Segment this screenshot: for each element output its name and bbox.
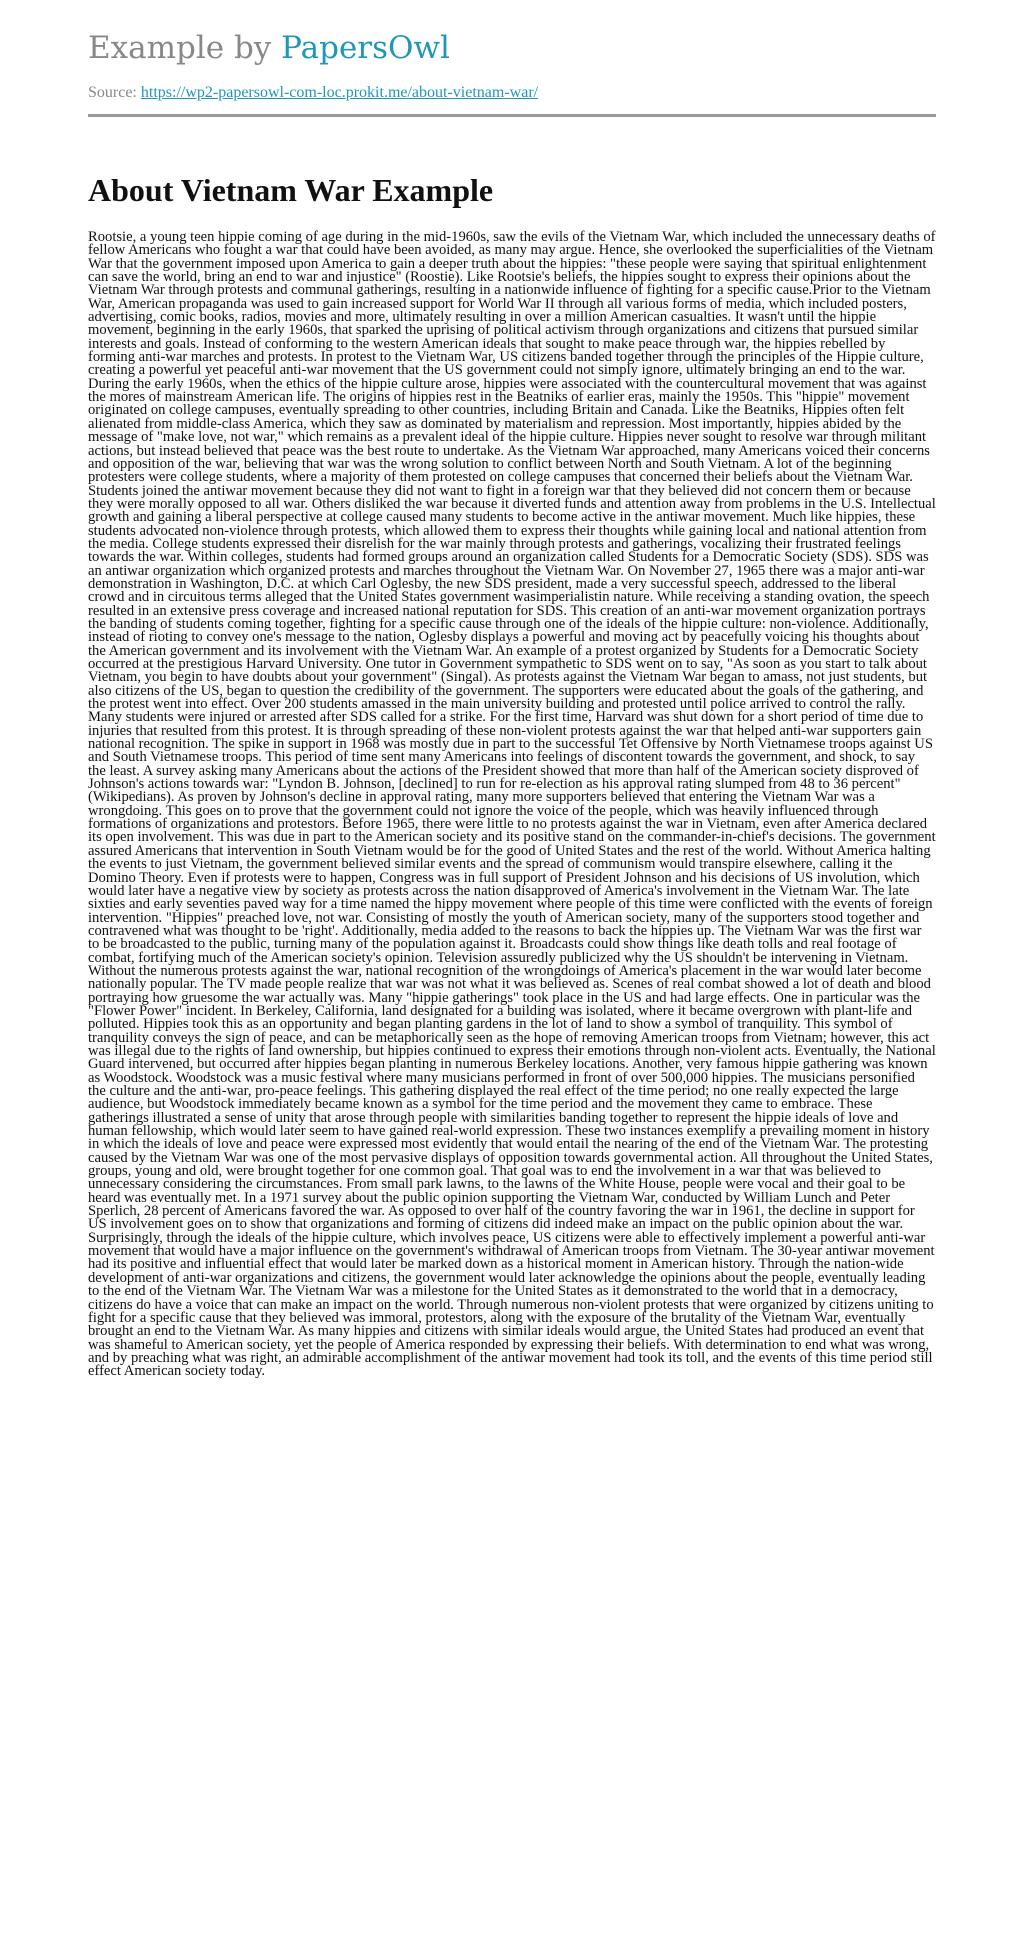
brand-prefix: Example by xyxy=(88,30,272,66)
header-divider xyxy=(88,114,936,117)
article-body: Rootsie, a young teen hippie coming of age during in the mid-1960s, saw the evils of the Vietnam War, which included the unnecessary deaths of fellow Americans who fought a war that could have been avoided, as many may argue. Hence, she overlooked the superficialities of the Vietnam War that the government imposed upon America to gain a deeper truth about the hippies: "these people were saying that spiritual enlightenment can save the world, bring an end to war and injustice" (Roostie). Like Rootsie's beliefs, the hippies sought to express their opinions about the Vietnam War through protests and communal gatherings, resulting in a nationwide influence of fighting for a specific cause.Prior to the Vietnam War, American propaganda was used to gain increased support for World War II through all various forms of media, which included posters, advertising, comic books, radios, movies and more, ultimately resulting in over a million American casualties. It wasn't until the hippie movement, beginning in the early 1960s, that sparked the uprising of political activism through organizations and citizens that pursued similar interests and goals. Instead of conforming to the western American ideals that sought to make peace through war, the hippies rebelled by forming anti-war marches and protests. In protest to the Vietnam War, US citizens banded together through the principles of the Hippie culture, creating a powerful yet peaceful anti-war movement that the US government could not simply ignore, ultimately bringing an end to the war. During the early 1960s, when the ethics of the hippie culture arose, hippies were associated with the countercultural movement that was against the mores of mainstream American life. The origins of hippies rest in the Beatniks of earlier eras, mainly the 1950s. This "hippie" movement originated on college campuses, eventually spreading to other countries, including Britain and Canada. Like the Beatniks, Hippies often felt alienated from middle-class America, which they saw as dominated by materialism and repression. Most importantly, hippies abided by the message of "make love, not war," which remains as a prevalent ideal of the hippie culture. Hippies never sought to resolve war through militant actions, but instead believed that peace was the best route to undertake. As the Vietnam War approached, many Americans voiced their concerns and opposition of the war, believing that war was the wrong solution to conflict between North and South Vietnam. A lot of the beginning protesters were college students, where a majority of them protested on college campuses that concerned their beliefs about the Vietnam War. Students joined the antiwar movement because they did not want to fight in a foreign war that they believed did not concern them or because they were morally opposed to all war. Others disliked the war because it diverted funds and attention away from problems in the U.S. Intellectual growth and gaining a liberal perspective at college caused many students to become active in the antiwar movement. Much like hippies, these students advocated non-violence through protests, which allowed them to express their thoughts while gaining local and national attention from the media. College students expressed their disrelish for the war mainly through protests and gatherings, vocalizing their frustrated feelings towards the war. Within colleges, students had formed groups around an organization called Students for a Democratic Society (SDS). SDS was an antiwar organization which organized protests and marches throughout the Vietnam War. On November 27, 1965 there was a major anti-war demonstration in Washington, D.C. at which Carl Oglesby, the new SDS president, made a very successful speech, addressed to the liberal crowd and in circuitous terms alleged that the United States government wasimperialistin nature. While receiving a standing ovation, the speech resulted in an extensive press coverage and increased national reputation for SDS. This creation of an anti-war movement organization portrays the banding of students coming together, fighting for a specific cause through one of the ideals of the hippie culture: non-violence. Additionally, instead of rioting to convey one's message to the nation, Oglesby displays a powerful and moving act by peacefully voicing his thoughts about the American government and its involvement with the Vietnam War. An example of a protest organized by Students for a Democratic Society occurred at the prestigious Harvard University. One tutor in Government sympathetic to SDS went on to say, "As soon as you start to talk about Vietnam, you begin to have doubts about your government" (Singal). As protests against the Vietnam War began to amass, not just students, but also citizens of the US, began to question the credibility of the government. The supporters were educated about the goals of the gathering, and the protest went into effect. Over 200 students amassed in the main university building and protested until police arrived to control the rally. Many students were injured or arrested after SDS called for a strike. For the first time, Harvard was shut down for a short period of time due to injuries that resulted from this protest. It is through spreading of these non-violent protests against the war that helped anti-war supporters gain national recognition. The spike in support in 1968 was mostly due in part to the successful Tet Offensive by North Vietnamese troops against US and South Vietnamese troops. This period of time sent many Americans into feelings of discontent towards the government, and shock, to say the least. A survey asking many Americans about the actions of the President showed that more than half of the American society disproved of Johnson's actions towards war: "Lyndon B. Johnson, [declined] to run for re-election as his approval rating slumped from 48 to 36 percent" (Wikipedians). As proven by Johnson's decline in approval rating, many more supporters believed that entering the Vietnam War was a wrongdoing. This goes on to prove that the government could not ignore the voice of the people, which was heavily influenced through formations of organizations and protestors. Before 1965, there were little to no protests against the war in Vietnam, even after America declared its open involvement. This was due in part to the American society and its positive stand on the commander-in-chief's decisions. The government assured Americans that intervention in South Vietnam would be for the good of United States and the rest of the world. Without America halting the events to just Vietnam, the government believed similar events and the spread of communism would transpire elsewhere, calling it the Domino Theory. Even if protests were to happen, Congress was in full support of President Johnson and his decisions of US involution, which would later have a negative view by society as protests across the nation disapproved of America's involvement in the Vietnam War. The late sixties and early seventies paved way for a time named the hippy movement where people of this time were conflicted with the events of foreign intervention. "Hippies" preached love, not war. Consisting of mostly the youth of American society, many of the supporters stood together and contravened what was thought to be 'right'. Additionally, media added to the reasons to back the hippies up. The Vietnam War was the first war to be broadcasted to the public, turning many of the population against it. Broadcasts could show things like death tolls and real footage of combat, fortifying much of the American society's opinion. Television assuredly publicized why the US shouldn't be intervening in Vietnam. Without the numerous protests against the war, national recognition of the wrongdoings of America's placement in the war would later become nationally popular. The TV made people realize that war was not what it was believed as. Scenes of real combat showed a lot of death and blood portraying how gruesome the war actually was. Many "hippie gatherings" took place in the US and had large effects. One in particular was the "Flower Power" incident. In Berkeley, California, land designated for a building was isolated, where it became overgrown with plant-life and polluted. Hippies took this as an opportunity and began planting gardens in the lot of land to show a symbol of tranquility. This symbol of tranquility conveys the sign of peace, and can be metaphorically seen as the hope of removing American troops from Vietnam; however, this act was illegal due to the rights of land ownership, but hippies continued to express their emotions through non-violent acts. Eventually, the National Guard intervened, but occurred after hippies began planting in numerous Berkeley locations. Another, very famous hippie gathering was known as Woodstock. Woodstock was a music festival where many musicians performed in front of over 500,000 hippies. The musicians personified the culture and the anti-war, pro-peace feelings. This gathering displayed the real effect of the time period; no one really expected the large audience, but Woodstock immediately became known as a symbol for the time period and the movement they came to embrace. These gatherings illustrated a sense of unity that arose through people with similarities banding together to represent the hippie ideals of love and human fellowship, which would later seem to have gained real-world expression. These two instances exemplify a prevailing moment in history in which the ideals of love and peace were expressed most evidently that would entail the nearing of the end of the Vietnam War. The protesting caused by the Vietnam War was one of the most pervasive displays of opposition towards governmental action. All throughout the United States, groups, young and old, were brought together for one common goal. That goal was to end the involvement in a war that was believed to unnecessary considering the circumstances. From small park lawns, to the lawns of the White House, people were vocal and their goal to be heard was eventually met. In a 1971 survey about the public opinion supporting the Vietnam War, conducted by William Lunch and Peter Sperlich, 28 percent of Americans favored the war. As opposed to over half of the country favoring the war in 1961, the decline in support for US involvement goes on to show that organizations and forming of citizens did indeed make an impact on the public opinion about the war. Surprisingly, through the ideals of the hippie culture, which involves peace, US citizens were able to effectively implement a powerful anti-war movement that would have a major influence on the government's withdrawal of American troops from Vietnam. The 30-year antiwar movement had its positive and influential effect that would later be marked down as a historical moment in American history. Through the nation-wide development of anti-war organizations and citizens, the government would later acknowledge the opinions about the people, eventually leading to the end of the Vietnam War. The Vietnam War was a milestone for the United States as it demonstrated to the world that in a democracy, citizens do have a voice that can make an impact on the world. Through numerous non-violent protests that were organized by citizens uniting to fight for a specific cause that they believed was immoral, protestors, along with the exposure of the brutality of the Vietnam War, eventually brought an end to the Vietnam War. As many hippies and citizens with similar ideals would argue, the United States had produced an event that was shameful to American society, yet the people of America responded by expressing their beliefs. With determination to end what was wrong, and by preaching what was right, an admirable accomplishment of the antiwar movement had took its toll, and the events of this time period still effect American society today. xyxy=(88,229,936,1380)
article-title: About Vietnam War Example xyxy=(88,172,494,208)
source-line xyxy=(88,84,936,102)
site-brand xyxy=(88,30,936,72)
source-link[interactable]: https://wp2-papersowl-com-loc.prokit.me/about-vietnam-war/ xyxy=(140,84,539,101)
page xyxy=(88,0,936,1379)
brand-link-papersowl[interactable]: PapersOwl xyxy=(281,30,450,66)
source-label: Source: xyxy=(88,84,137,101)
